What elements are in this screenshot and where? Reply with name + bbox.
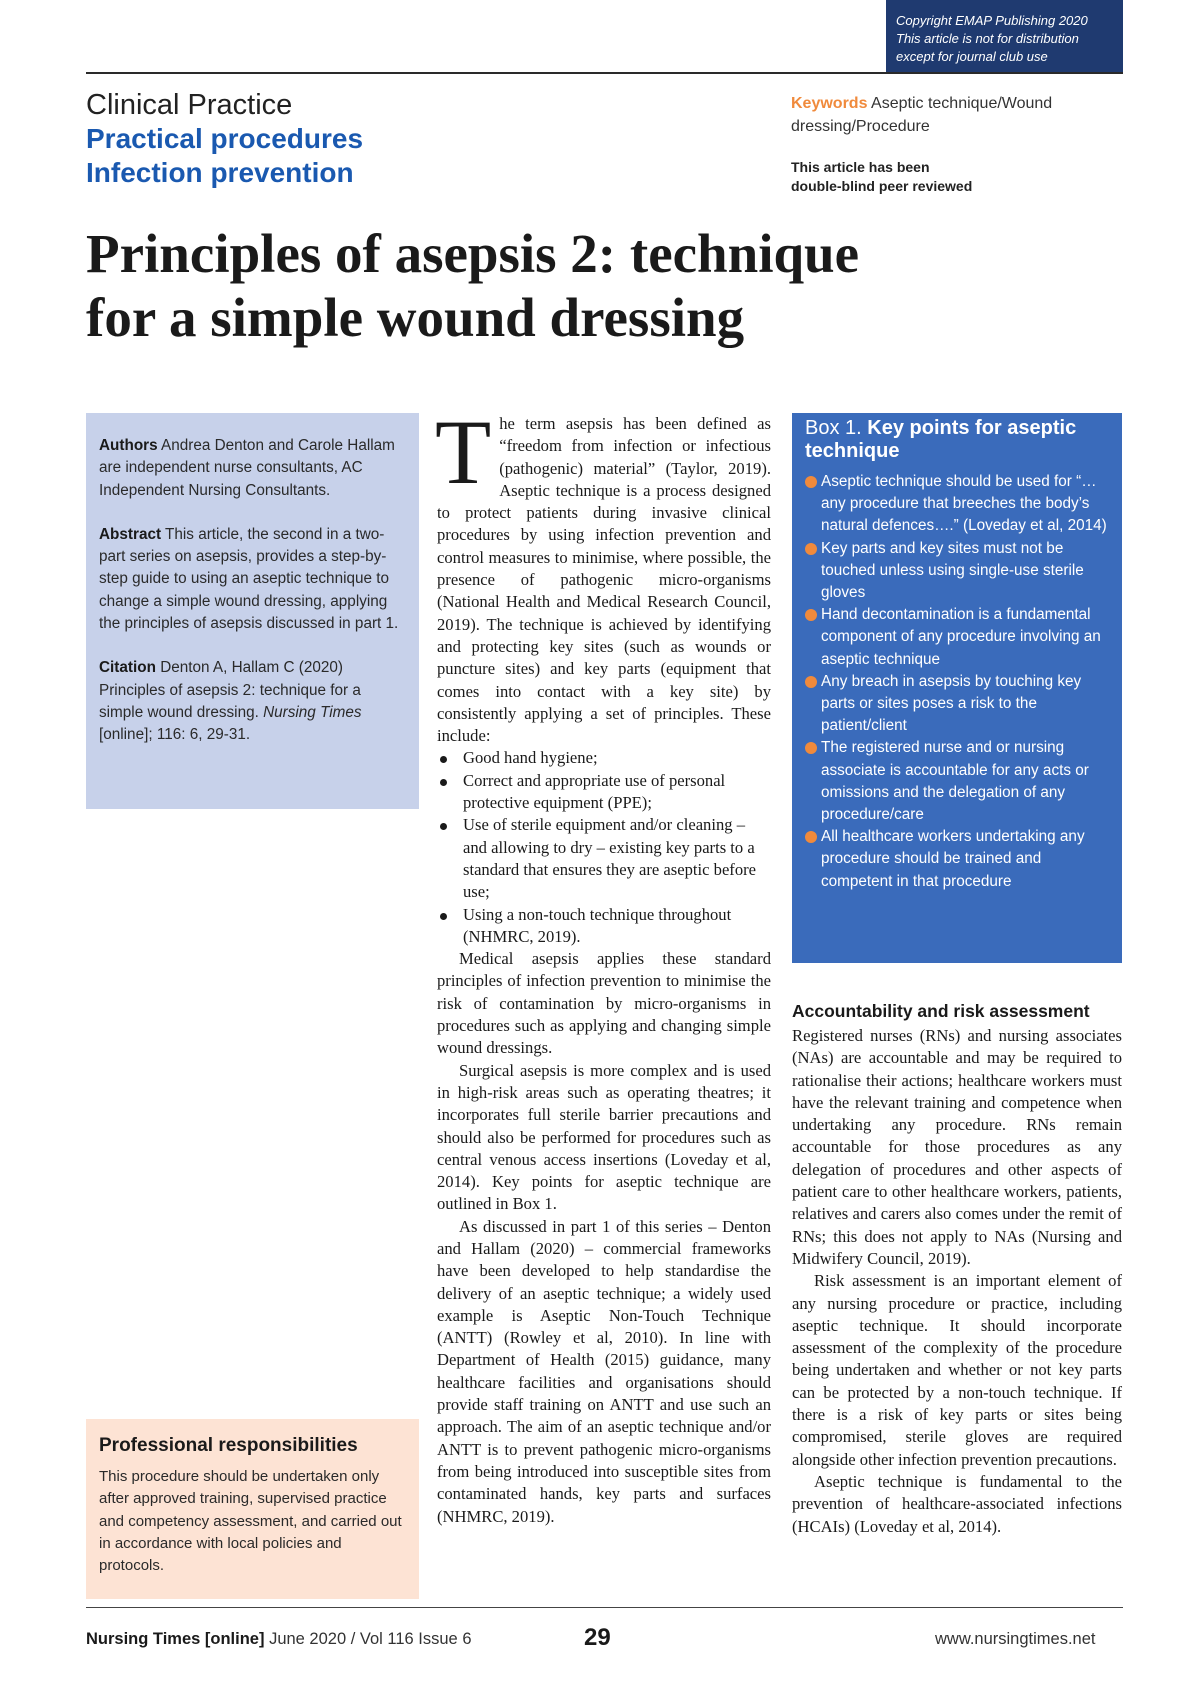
section-label: Practical procedures <box>86 123 364 154</box>
intro-paragraph <box>435 401 771 747</box>
list-item: All healthcare workers undertaking any procedure should be trained and competent in that procedure <box>805 826 1110 893</box>
list-item: Key parts and key sites must not be touched unless using single-use sterile gloves <box>805 538 1110 605</box>
box1-list <box>805 471 1110 893</box>
list-item: The registered nurse and or nursing associate is accountable for any acts or omissions and the delegation of any procedure/care <box>805 737 1110 826</box>
section-label: Clinical Practice <box>86 89 293 121</box>
body-paragraph: Aseptic technique is fundamental to the prevention of healthcare-associated infections (HCAIs) (Loveday et al, 2014). <box>792 1471 1122 1536</box>
professional-title: Professional responsibilities <box>99 1435 358 1456</box>
list-item: Use of sterile equipment and/or cleaning – and allowing to dry – existing key parts to a standard that ensures they are aseptic before use; <box>437 814 771 903</box>
body-paragraph: Surgical asepsis is more complex and is used in high-risk areas such as operating theatres; it incorporates full sterile barrier precautions and should also be performed for procedures such as central venous access insertions (Loveday et al, 2014). Key points for aseptic technique are outlined in Box 1. <box>437 1060 771 1214</box>
article-title <box>86 222 1106 350</box>
body-paragraph: Risk assessment is an important element of any nursing procedure or practice, including aseptic technique. It should incorporate assessment of the complexity of the procedure being undertaken and whether or not key parts can be protected by a non-touch technique. If there is a risk of key parts or sites being compromised, sterile gloves are required alongside other infection prevention precautions. <box>792 1271 1122 1469</box>
professional-responsibilities-box <box>86 1419 419 1599</box>
list-item: Good hand hygiene; <box>437 747 771 769</box>
list-item: Aseptic technique should be used for “…any procedure that breeches the body’s natural defences….” (Loveday et al, 2014) <box>805 471 1110 538</box>
footer-journal-info <box>86 1630 472 1649</box>
copyright-line: except for journal club use <box>896 49 1048 64</box>
citation-journal: Nursing Times <box>263 703 362 721</box>
professional-body: This procedure should be undertaken only after approved training, supervised practice and competency assessment, and carried out in accordance with local policies and protocols. <box>99 1468 402 1575</box>
abstract-paragraph <box>99 524 403 635</box>
header-rule <box>86 72 1123 74</box>
citation-label: Citation <box>99 659 156 677</box>
box1-title <box>805 417 1110 463</box>
authors-text: Andrea Denton and Carole Hallam are independent nurse consultants, AC Independent Nursing Consultants. <box>99 437 395 499</box>
box1-heading: Key points for aseptic technique <box>805 417 1077 462</box>
list-item: Hand decontamination is a fundamental component of any procedure involving an aseptic technique <box>805 604 1110 671</box>
footer-issue: June 2020 / Vol 116 Issue 6 <box>269 1630 472 1648</box>
principles-list <box>437 747 771 948</box>
section-labels <box>86 88 363 190</box>
page-number: 29 <box>584 1624 611 1651</box>
abstract-label: Abstract <box>99 525 162 543</box>
citation-text-end: [online]; 116: 6, 29-31. <box>99 726 251 744</box>
authors-paragraph <box>99 435 403 502</box>
section-label: Infection prevention <box>86 157 354 188</box>
keywords <box>791 92 1111 138</box>
keywords-label: Keywords <box>791 95 868 112</box>
section-heading: Accountability and risk assessment <box>792 1001 1090 1021</box>
footer-journal: Nursing Times [online] <box>86 1630 265 1648</box>
body-paragraph: As discussed in part 1 of this series – Denton and Hallam (2020) – commercial frameworks have been developed to help standardise the delivery of an aseptic technique; a widely used example is Aseptic Non-Touch Technique (ANTT) (Rowley et al, 2010). In line with Department of Health (2015) guidance, many healthcare facilities and organisations should provide staff training on ANTT and use such an approach. The aim of an aseptic technique and/or ANTT is to prevent pathogenic micro-organisms from being introduced into susceptible sites from contaminated hands, key parts and surfaces (NHMRC, 2019). <box>437 1216 771 1526</box>
copyright-line: Copyright EMAP Publishing 2020 <box>896 13 1088 28</box>
title-line: Principles of asepsis 2: technique <box>86 223 860 284</box>
authors-label: Authors <box>99 437 158 454</box>
box1-key-points <box>792 413 1122 963</box>
list-item: Any breach in asepsis by touching key parts or sites poses a risk to the patient/client <box>805 671 1110 738</box>
peer-review-note <box>791 158 1111 196</box>
drop-cap: T <box>435 401 492 503</box>
title-line: for a simple wound dressing <box>86 287 745 348</box>
body-paragraph: Medical asepsis applies these standard principles of infection prevention to minimise the risk of contamination by micro-organisms in procedures such as applying and changing simple wound dressings. <box>437 949 771 1058</box>
keywords-text: Aseptic technique/Wound dressing/Procedure <box>791 95 1053 135</box>
body-paragraph: Registered nurses (RNs) and nursing associates (NAs) are accountable and may be required to rationalise their actions; healthcare workers must have the relevant training and competence when undertaking any procedure. RNs remain accountable for those procedures as any delegation of procedures and other aspects of patient care to other healthcare workers, patients, relatives and carers also comes under the remit of RNs; this does not apply to NAs (Nursing and Midwifery Council, 2019). <box>792 1026 1122 1268</box>
footer-rule <box>86 1607 1123 1608</box>
body-column-2 <box>435 401 771 1528</box>
citation-paragraph <box>99 657 403 746</box>
list-item: Using a non-touch technique throughout (NHMRC, 2019). <box>437 904 771 949</box>
box1-label: Box 1. <box>805 417 862 439</box>
peer-review-line: double-blind peer reviewed <box>791 178 973 194</box>
list-item: Correct and appropriate use of personal protective equipment (PPE); <box>437 770 771 815</box>
footer-website: www.nursingtimes.net <box>935 1630 1096 1648</box>
copyright-line: This article is not for distribution <box>896 31 1079 46</box>
peer-review-line: This article has been <box>791 159 930 175</box>
abstract-text: This article, the second in a two-part series on asepsis, provides a step-by-step guide to using an aseptic technique to change a simple wound dressing, applying the principles of asepsis discussed in part 1. <box>99 525 399 633</box>
copyright-notice <box>886 0 1123 72</box>
citation-text: Denton A, Hallam C (2020) Principles of asepsis 2: technique for a simple wound dressing. <box>99 659 361 721</box>
authors-box <box>86 413 419 809</box>
intro-text: he term asepsis has been defined as “freedom from infection or infectious (pathogenic) material” (Taylor, 2019). Aseptic technique is a process designed to protect patients during invasive clinical procedures by using infection prevention and control measures to minimise, where possible, the presence of pathogenic micro-organisms (National Health and Medical Research Council, 2019). The technique is achieved by identifying and protecting key sites (such as wounds or puncture sites) and key parts (equipment that comes into contact with a key site) by consistently applying a set of principles. These include: <box>437 414 771 746</box>
body-column-3 <box>792 1000 1122 1538</box>
